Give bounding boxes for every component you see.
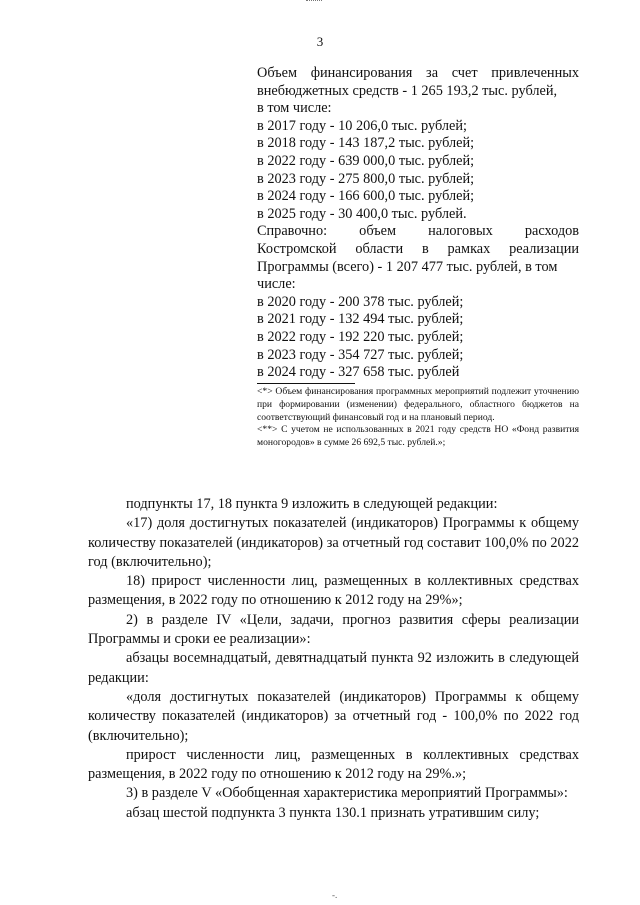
paragraph: абзац шестой подпункта 3 пункта 130.1 признать утратившим силу; bbox=[126, 804, 540, 821]
financing-year-line: в 2018 году - 143 187,2 тыс. рублей; bbox=[257, 135, 475, 152]
financing-line: Объем финансирования за счет привлеченных bbox=[257, 65, 579, 81]
paragraph: 2) в разделе IV «Цели, задачи, прогноз развития сферы реализации Программы и сроки ее реализации»: bbox=[88, 611, 579, 648]
reference-line: числе: bbox=[257, 276, 296, 293]
paragraph: прирост численности лиц, размещенных в коллективных средствах размещения, в 2022 году по отношению к 2012 году на 29%.»; bbox=[88, 746, 579, 783]
footnote-1: <*> Объем финансирования программных мероприятий подлежит уточнению при формировании (изменении) федерального, областного бюджетов на соответствующий финансовый год и на плановый период. bbox=[257, 386, 579, 423]
reference-year-line: в 2020 году - 200 378 тыс. рублей; bbox=[257, 293, 464, 310]
scan-bottom-mark: -. bbox=[332, 890, 338, 900]
paragraph: 3) в разделе V «Обобщенная характеристика мероприятий Программы»: bbox=[126, 785, 568, 802]
paragraph: абзацы восемнадцатый, девятнадцатый пункта 92 изложить в следующей редакции: bbox=[88, 650, 579, 686]
reference-year-line: в 2023 году - 354 727 тыс. рублей; bbox=[257, 346, 464, 363]
financing-year-line: в 2022 году - 639 000,0 тыс. рублей; bbox=[257, 152, 475, 169]
financing-year-line: в 2017 году - 10 206,0 тыс. рублей; bbox=[257, 117, 467, 134]
reference-line: Костромской области в рамках реализации bbox=[257, 240, 579, 257]
reference-line: Программы (всего) - 1 207 477 тыс. рублей, в том bbox=[257, 258, 558, 275]
footnote-2: <**> С учетом не использованных в 2021 году средств НО «Фонд развития моногородов» в сумме 26 692,5 тыс. рублей.»; bbox=[257, 424, 579, 449]
reference-year-line: в 2022 году - 192 220 тыс. рублей; bbox=[257, 328, 464, 345]
footnote-rule bbox=[257, 383, 355, 384]
financing-line: в том числе: bbox=[257, 100, 332, 117]
financing-year-line: в 2024 году - 166 600,0 тыс. рублей; bbox=[257, 188, 475, 205]
paragraph: подпункты 17, 18 пункта 9 изложить в следующей редакции: bbox=[126, 496, 498, 512]
paragraph: «доля достигнутых показателей (индикаторов) Программы к общему количеству показателей (индикаторов) за отчетный год - 100,0% по 2022 год (включительно); bbox=[88, 688, 579, 744]
reference-year-line: в 2021 году - 132 494 тыс. рублей; bbox=[257, 311, 464, 328]
financing-line: внебюджетных средств - 1 265 193,2 тыс. рублей, bbox=[257, 82, 558, 99]
scan-top-mark bbox=[306, 0, 322, 4]
financing-block bbox=[257, 65, 579, 382]
page-number: 3 bbox=[316, 34, 324, 49]
financing-year-line: в 2023 году - 275 800,0 тыс. рублей; bbox=[257, 170, 475, 187]
reference-line: Справочно: объем налоговых расходов bbox=[257, 223, 579, 240]
paragraph: «17) доля достигнутых показателей (индикаторов) Программы к общему количеству показателей (индикаторов) за отчетный год составит 100,0% по 2022 год (включительно); bbox=[88, 515, 579, 570]
footnotes bbox=[257, 383, 579, 450]
financing-year-line: в 2025 году - 30 400,0 тыс. рублей. bbox=[257, 205, 467, 222]
main-text bbox=[88, 495, 579, 823]
reference-year-line: в 2024 году - 327 658 тыс. рублей bbox=[257, 364, 460, 381]
paragraph: 18) прирост численности лиц, размещенных в коллективных средствах размещения, в 2022 году по отношению к 2012 году на 29%»; bbox=[88, 573, 579, 609]
